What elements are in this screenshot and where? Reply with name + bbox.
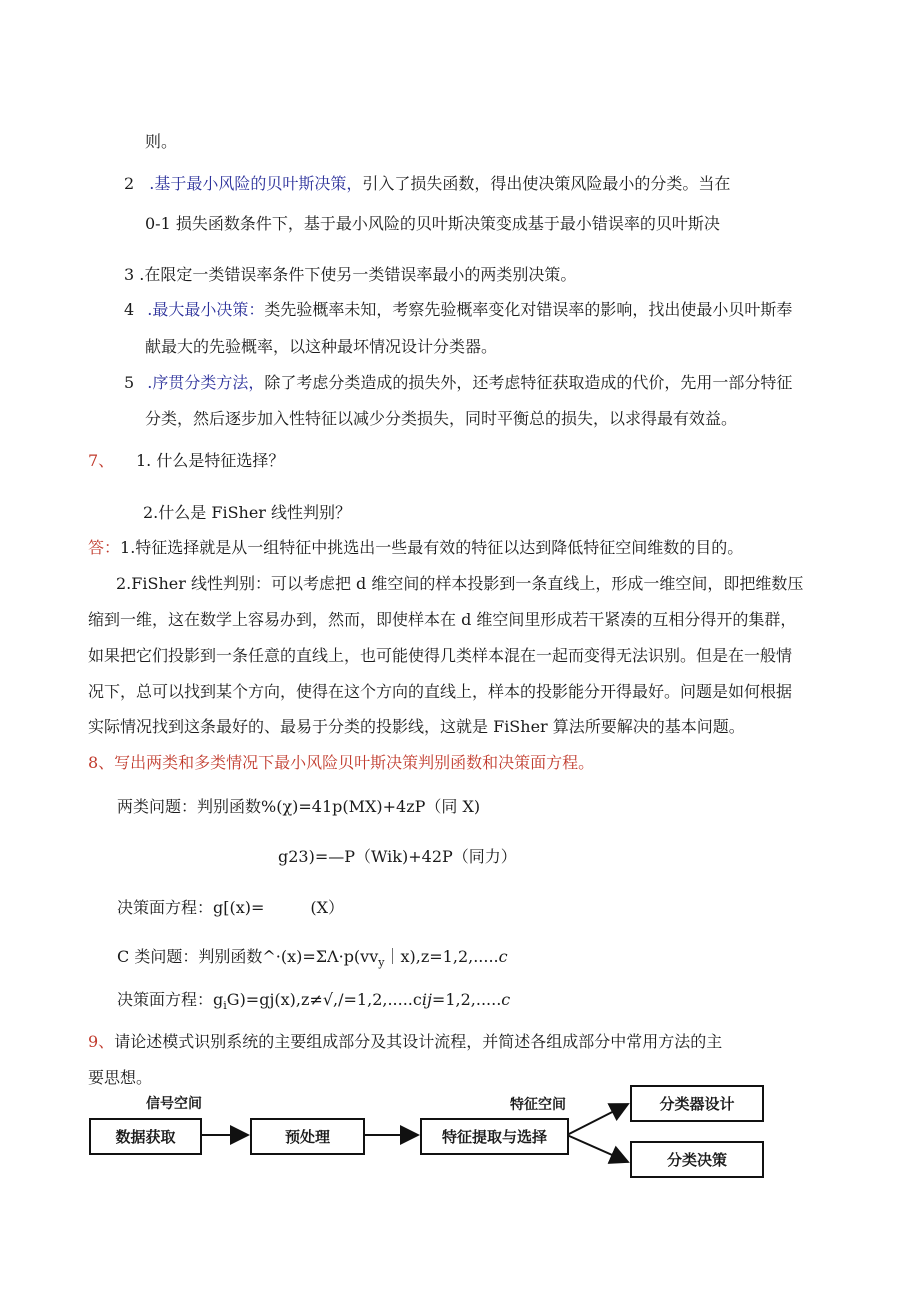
item-text: 引入了损失函数，得出使决策风险最小的分类。当在 [362, 174, 731, 193]
signal-space-label: 信号空间 [146, 1096, 202, 1112]
text-line: 缩到一维，这在数学上容易办到，然而，即使样本在 d 维空间里形成若干紧凑的互相分得开的集群， [88, 610, 797, 629]
feature-space-label: 特征空间 [510, 1097, 566, 1113]
formula-part: c [498, 947, 508, 966]
item-number: 5 [124, 373, 135, 392]
text-line: 要思想。 [88, 1068, 153, 1087]
question-9-number: 9、 [88, 1032, 115, 1051]
formula-two-class: 两类问题：判别函数%(χ)=41p(MX)+4zP（同 X) [117, 797, 481, 816]
list-item-3: 3 .在限定一类错误率条件下使另一类错误率最小的两类别决策。 [124, 265, 577, 284]
answer-text: 1.特征选择就是从一组特征中挑选出一些最有效的特征以达到降低特征空间维数的目的。 [120, 538, 744, 557]
formula-part: c [501, 990, 511, 1009]
list-item-4 [124, 299, 792, 321]
formula-part: (X） [310, 898, 345, 917]
question-9-text: 请论述模式识别系统的主要组成部分及其设计流程，并简述各组成部分中常用方法的主 [114, 1032, 723, 1051]
question-7a: 1. 什么是特征选择？ [136, 451, 285, 470]
formula-part: =1,2,..... [431, 990, 502, 1009]
formula-subscript: i [223, 999, 227, 1013]
item-text: 除了考虑分类造成的损失外，还考虑特征获取造成的代价，先用一部分特征 [264, 373, 793, 392]
classification-decision-box: 分类决策 [630, 1141, 764, 1178]
formula-c-decision-surface [117, 989, 510, 1017]
formula-subscript: y [378, 956, 385, 970]
formula-part: ij [421, 990, 432, 1009]
highlight-term: .最大最小决策： [147, 300, 265, 319]
answer-1 [88, 537, 743, 559]
question-9 [88, 1031, 722, 1053]
item-text: 类先验概率未知，考察先验概率变化对错误率的影响，找出使最小贝叶斯奉 [264, 300, 793, 319]
list-item-2 [124, 173, 730, 195]
item-number: 4 [124, 300, 135, 319]
text-line: 献最大的先验概率，以这种最坏情况设计分类器。 [145, 337, 498, 356]
list-item-5 [124, 372, 792, 394]
highlight-term: .基于最小风险的贝叶斯决策， [149, 174, 363, 193]
text-line: 如果把它们投影到一条任意的直线上，也可能使得几类样本混在一起而变得无法识别。但是在一般情 [88, 646, 793, 665]
text-line: 2.FiSher 线性判别：可以考虑把 d 维空间的样本投影到一条直线上，形成一维空间，即把维数压 [116, 574, 804, 593]
formula-part: ｜x),z=1,2,..... [384, 947, 499, 966]
question-7-number: 7、 [88, 451, 115, 470]
formula-decision-surface [117, 897, 344, 919]
formula-c-class [117, 946, 508, 974]
preprocessing-box: 预处理 [250, 1118, 365, 1155]
arrow-feature-to-classifier [567, 1104, 628, 1135]
feature-extraction-box: 特征提取与选择 [420, 1118, 569, 1155]
formula-part: 决策面方程：g[(x)= [117, 898, 265, 917]
question-7b: 2.什么是 FiSher 线性判别？ [143, 503, 352, 522]
formula-g23: g23)=—P（Wik)+42P（同力） [278, 847, 517, 866]
text-line: 则。 [145, 132, 178, 151]
data-acquisition-box: 数据获取 [89, 1118, 202, 1155]
pattern-recognition-flow-diagram [80, 1085, 780, 1195]
text-line: 况下，总可以找到某个方向，使得在这个方向的直线上，样本的投影能分开得最好。问题是如何根据 [88, 682, 793, 701]
arrow-feature-to-decision [567, 1135, 628, 1162]
question-8: 8、写出两类和多类情况下最小风险贝叶斯决策判别函数和决策面方程。 [88, 753, 595, 772]
text-line: 分类，然后逐步加入性特征以减少分类损失，同时平衡总的损失，以求得最有效益。 [145, 409, 738, 428]
formula-part: G)=gj(x),z≠√,/=1,2,.....c [226, 990, 422, 1009]
answer-label: 答： [88, 538, 121, 557]
text-line: 0-1 损失函数条件下，基于最小风险的贝叶斯决策变成基于最小错误率的贝叶斯决 [145, 214, 720, 233]
classifier-design-box: 分类器设计 [630, 1085, 764, 1122]
formula-part: C 类问题：判别函数^·(x)=ΣΛ·p(vv [117, 947, 379, 966]
highlight-term: .序贯分类方法， [147, 373, 265, 392]
text-line: 实际情况找到这条最好的、最易于分类的投影线，这就是 FiSher 算法所要解决的基本问题。 [88, 717, 745, 736]
item-number: 2 [124, 174, 135, 193]
formula-part: 决策面方程：g [117, 990, 224, 1009]
